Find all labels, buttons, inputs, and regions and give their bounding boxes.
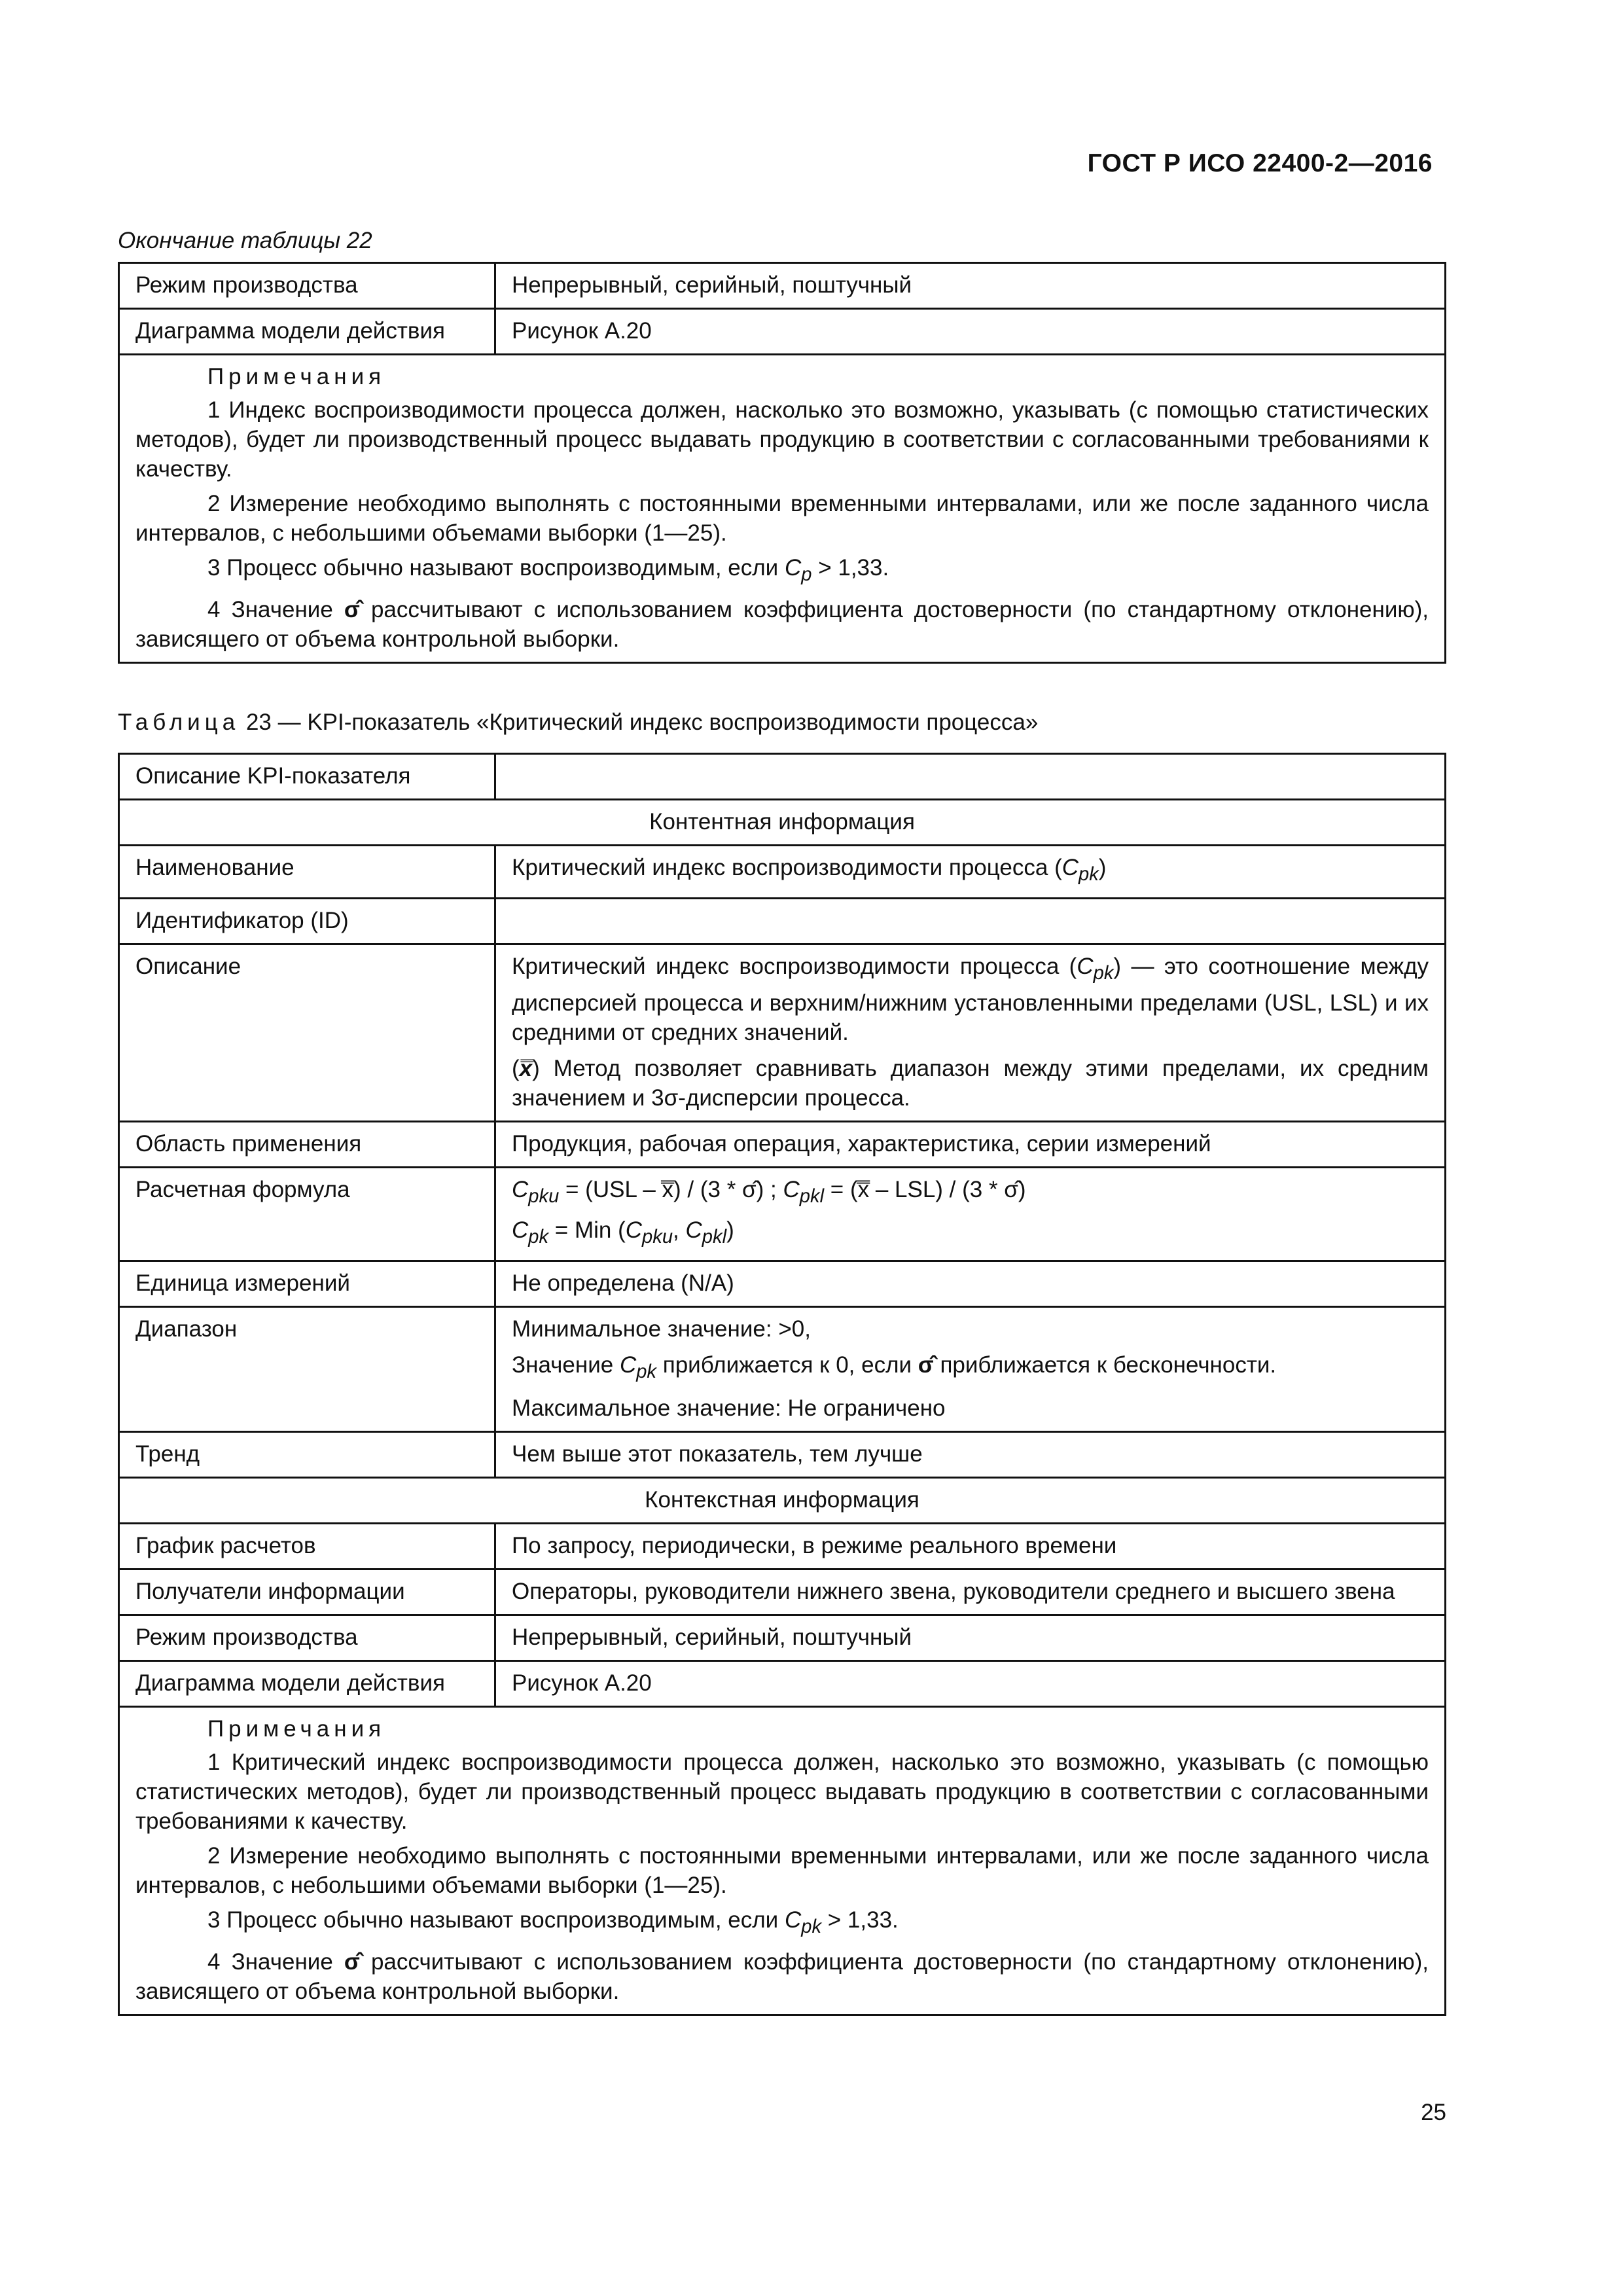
table-row	[119, 1168, 1446, 1261]
note-item	[135, 595, 1429, 654]
row-value: Рисунок A.20	[495, 309, 1446, 355]
table-row	[119, 1432, 1446, 1478]
formula-line	[512, 1215, 1429, 1252]
section-row	[119, 1478, 1446, 1524]
note-item	[135, 1947, 1429, 2006]
range-line: Минимальное значение: >0,	[512, 1316, 811, 1342]
page-number: 25	[1421, 2100, 1446, 2125]
table-row	[119, 1661, 1446, 1707]
note-text: 4 Значение	[207, 597, 344, 622]
formula-expr: = Min (	[548, 1217, 626, 1243]
table-row	[119, 1122, 1446, 1168]
formula-expr: ,	[673, 1217, 686, 1243]
row-value	[495, 1168, 1446, 1261]
formula-expr: = (USL – x̿) / (3 * σ̂) ;	[559, 1177, 783, 1202]
section-heading: Контекстная информация	[119, 1478, 1446, 1524]
formula-sub: pkl	[702, 1227, 727, 1247]
formula-sub: pk	[801, 1916, 822, 1937]
row-label: Диапазон	[119, 1307, 495, 1432]
formula-var: C	[685, 1217, 702, 1243]
table-row	[119, 899, 1446, 944]
formula-expr: = (x̿ – LSL) / (3 * σ̂)	[824, 1177, 1026, 1202]
row-label: Единица измерений	[119, 1261, 495, 1307]
table-continuation-caption: Окончание таблицы 22	[118, 228, 372, 253]
row-label: Наименование	[119, 846, 495, 899]
note-item: 1 Критический индекс воспроизводимости процесса должен, насколько это возможно, указывать (с помощью статистических методов), будет ли производственный процесс выдавать продукцию в соответствии с согласованными требованиями к качеству.	[135, 1749, 1429, 1834]
text: Критический индекс воспроизводимости процесса (	[512, 855, 1062, 880]
row-label: График расчетов	[119, 1524, 495, 1570]
description-paragraph	[512, 952, 1429, 1047]
formula-sub: pk	[1093, 963, 1114, 984]
text: Критический индекс воспроизводимости процесса (	[512, 954, 1077, 979]
section-heading: Контентная информация	[119, 800, 1446, 846]
notes-title: Примечания	[207, 1716, 386, 1742]
note-item: 1 Индекс воспроизводимости процесса должен, насколько это возможно, указывать (с помощью статистических методов), будет ли производственный процесс выдавать продукцию в соответствии с согласованными требованиями к качеству.	[135, 397, 1429, 482]
row-value: Не определена (N/A)	[495, 1261, 1446, 1307]
formula-expr: )	[726, 1217, 734, 1243]
note-item	[135, 1905, 1429, 1942]
table-row	[119, 754, 1446, 800]
table-row	[119, 1307, 1446, 1432]
row-value: Продукция, рабочая операция, характеристика, серии измерений	[495, 1122, 1446, 1168]
row-value	[495, 846, 1446, 899]
sigma-hat-symbol: σ̂	[918, 1352, 934, 1378]
row-label: Идентификатор (ID)	[119, 899, 495, 944]
note-text: > 1,33.	[812, 555, 889, 581]
row-value: Непрерывный, серийный, поштучный	[495, 1615, 1446, 1661]
notes-title: Примечания	[207, 364, 386, 389]
note-item: 2 Измерение необходимо выполнять с постоянными временными интервалами, или же после заданного числа интервалов, с небольшими объемами выборки (1—25).	[135, 491, 1429, 546]
formula-var: C	[619, 1352, 637, 1378]
table-row	[119, 263, 1446, 309]
formula-sub: pku	[528, 1186, 560, 1207]
formula-var: C	[1061, 855, 1079, 880]
note-text: 4 Значение	[207, 1949, 344, 1975]
table-22-end	[118, 262, 1446, 664]
table-23-caption	[118, 709, 1038, 736]
formula-sub: p	[801, 564, 812, 585]
formula-sub: pkl	[799, 1186, 825, 1207]
sigma-hat-symbol: σ̂	[344, 1949, 360, 1975]
formula-line	[512, 1175, 1429, 1211]
table-caption-label: Таблица	[118, 709, 240, 735]
table-row	[119, 1615, 1446, 1661]
note-text: 3 Процесс обычно называют воспроизводимым, если	[207, 1907, 785, 1933]
note-text: 3 Процесс обычно называют воспроизводимым, если	[207, 555, 785, 581]
row-label: Описание	[119, 944, 495, 1122]
table-caption-text: 23 — KPI-показатель «Критический индекс воспроизводимости процесса»	[240, 709, 1039, 735]
section-row	[119, 800, 1446, 846]
row-value	[495, 754, 1446, 800]
table-row	[119, 1261, 1446, 1307]
formula-var: C	[512, 1177, 529, 1202]
x-double-bar-symbol: x̿	[519, 1056, 533, 1081]
row-label: Режим производства	[119, 263, 495, 309]
row-value	[495, 944, 1446, 1122]
note-text: > 1,33.	[821, 1907, 899, 1933]
notes-row	[119, 1707, 1446, 2015]
row-label: Тренд	[119, 1432, 495, 1478]
row-label: Получатели информации	[119, 1570, 495, 1615]
row-value: По запросу, периодически, в режиме реального времени	[495, 1524, 1446, 1570]
row-label: Диаграмма модели действия	[119, 309, 495, 355]
formula-var: C	[783, 1177, 800, 1202]
sigma-hat-symbol: σ̂	[344, 597, 360, 622]
row-value: Чем выше этот показатель, тем лучше	[495, 1432, 1446, 1478]
note-item: 2 Измерение необходимо выполнять с постоянными временными интервалами, или же после заданного числа интервалов, с небольшими объемами выборки (1—25).	[135, 1843, 1429, 1898]
table-row	[119, 309, 1446, 355]
text: приближается к бесконечности.	[933, 1352, 1277, 1378]
formula-var: C	[784, 555, 802, 581]
note-text: рассчитывают с использованием коэффициента достоверности (по стандартному отклонению), зависящего от объема контрольной выборки.	[135, 1949, 1429, 2004]
row-label: Описание KPI-показателя	[119, 754, 495, 800]
formula-sub: pk	[1079, 864, 1099, 885]
notes-row	[119, 355, 1446, 663]
table-row	[119, 944, 1446, 1122]
row-value: Операторы, руководители нижнего звена, руководители среднего и высшего звена	[495, 1570, 1446, 1615]
table-row	[119, 1524, 1446, 1570]
row-value	[495, 899, 1446, 944]
formula-sub: pk	[636, 1361, 657, 1382]
table-row	[119, 1570, 1446, 1615]
text: )	[1098, 855, 1107, 880]
range-line	[512, 1350, 1429, 1387]
text: Метод позволяет сравнивать диапазон между этими пределами, их средним значением и 3σ-дисперсии процесса.	[512, 1056, 1429, 1111]
notes-cell	[119, 355, 1446, 663]
range-line: Максимальное значение: Не ограничено	[512, 1395, 946, 1421]
formula-var: C	[1077, 954, 1094, 979]
text: ) — это соотношение между дисперсией процесса и верхним/нижним установленными пределами (USL, LSL) и их средними от средних значений.	[512, 954, 1429, 1045]
row-value: Рисунок A.20	[495, 1661, 1446, 1707]
formula-sub: pku	[642, 1227, 673, 1247]
row-label: Режим производства	[119, 1615, 495, 1661]
note-text: рассчитывают с использованием коэффициента достоверности (по стандартному отклонению), зависящего от объема контрольной выборки.	[135, 597, 1429, 652]
row-label: Расчетная формула	[119, 1168, 495, 1261]
row-label: Область применения	[119, 1122, 495, 1168]
table-row	[119, 846, 1446, 899]
text: Значение	[512, 1352, 620, 1378]
formula-sub: pk	[528, 1227, 549, 1247]
table-23	[118, 753, 1446, 2016]
row-label: Диаграмма модели действия	[119, 1661, 495, 1707]
description-paragraph: (x̿) Метод позволяет сравнивать диапазон между этими пределами, их средним значением и 3σ-дисперсии процесса.	[512, 1056, 1429, 1111]
formula-var: C	[625, 1217, 643, 1243]
text: приближается к 0, если	[656, 1352, 918, 1378]
row-value	[495, 1307, 1446, 1432]
formula-var: C	[512, 1217, 529, 1243]
formula-var: C	[784, 1907, 802, 1933]
notes-cell	[119, 1707, 1446, 2015]
note-item	[135, 553, 1429, 590]
document-code: ГОСТ Р ИСО 22400-2—2016	[1087, 149, 1433, 177]
row-value: Непрерывный, серийный, поштучный	[495, 263, 1446, 309]
